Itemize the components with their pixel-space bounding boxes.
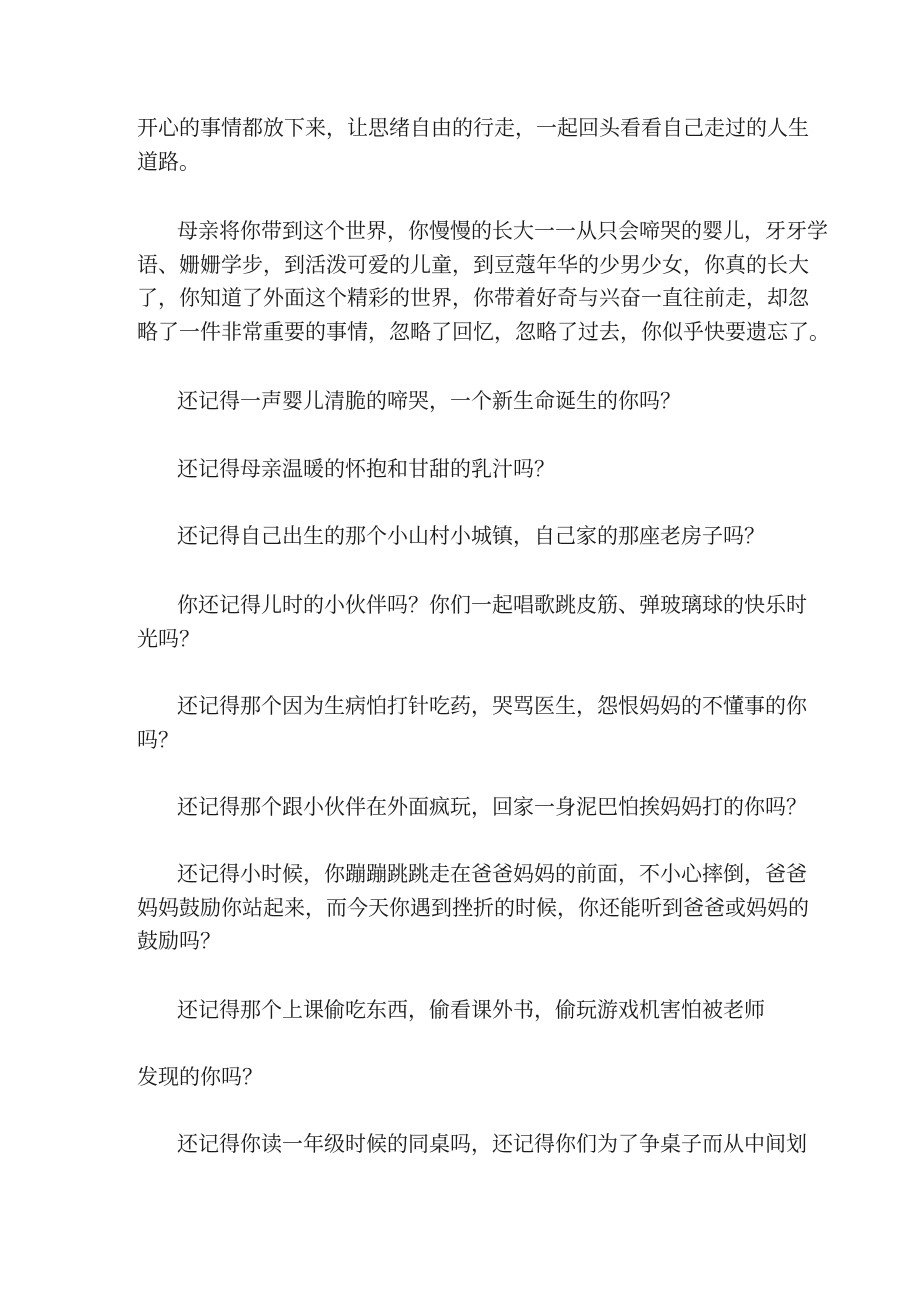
paragraph-remember-fall (137, 858, 809, 959)
text-line: 还记得自己出生的那个小山村小城镇，自己家的那座老房子吗？ (177, 524, 765, 548)
text-line: 还记得那个跟小伙伴在外面疯玩，回家一身泥巴怕挨妈妈打的你吗？ (177, 795, 807, 819)
paragraph-remember-friends (137, 589, 807, 656)
paragraph-mother (137, 215, 830, 349)
text-line: 光吗？ (137, 626, 200, 651)
text-line: 你还记得儿时的小伙伴吗？你们一起唱歌跳皮筋、弹玻璃球的快乐时 (177, 593, 807, 617)
text-line: 鼓励吗？ (137, 929, 221, 953)
text-line: 还记得那个因为生病怕打针吃药，哭骂医生，怨恨妈妈的不懂事的你 (177, 694, 807, 718)
text-line: 发现的你吗？ (137, 1065, 263, 1089)
paragraph-found (137, 1061, 795, 1095)
text-line: 妈妈鼓励你站起来，而今天你遇到挫折的时候，你还能听到爸爸或妈妈的 (137, 895, 809, 920)
text-line: 道路。 (137, 149, 200, 174)
text-line: 了，你知道了外面这个精彩的世界，你带着好奇与兴奋一直往前走，却忽 (137, 286, 809, 310)
paragraph-remember-village (137, 520, 795, 554)
text-line: 还记得母亲温暖的怀抱和甘甜的乳汁吗？ (177, 457, 555, 481)
text-line: 吗？ (137, 727, 179, 752)
paragraph-intro (137, 112, 809, 179)
paragraph-remember-deskmate (137, 1128, 807, 1162)
text-line: 还记得一声婴儿清脆的啼哭，一个新生命诞生的你吗？ (177, 389, 681, 413)
paragraph-remember-sick (137, 690, 807, 757)
paragraph-remember-play (137, 791, 807, 825)
text-line: 开心的事情都放下来，让思绪自由的行走，一起回头看看自己走过的人生 (137, 116, 809, 140)
text-line: 还记得小时候，你蹦蹦跳跳走在爸爸妈妈的前面，不小心摔倒，爸爸 (177, 862, 807, 886)
paragraph-remember-mother (137, 453, 795, 487)
text-line: 还记得你读一年级时候的同桌吗，还记得你们为了争桌子而从中间划 (177, 1132, 807, 1156)
text-line: 还记得那个上课偷吃东西，偷看课外书，偷玩游戏机害怕被老师 (177, 998, 765, 1022)
text-line: 略了一件非常重要的事情，忽略了回忆，忽略了过去，你似乎快要遗忘了。 (137, 319, 830, 344)
paragraph-remember-cry (137, 385, 795, 419)
text-line: 语、姗姗学步，到活泼可爱的儿童，到豆蔻年华的少男少女，你真的长大 (137, 252, 809, 277)
paragraph-remember-class (137, 994, 795, 1028)
text-line: 母亲将你带到这个世界，你慢慢的长大一一从只会啼哭的婴儿，牙牙学 (177, 219, 828, 243)
